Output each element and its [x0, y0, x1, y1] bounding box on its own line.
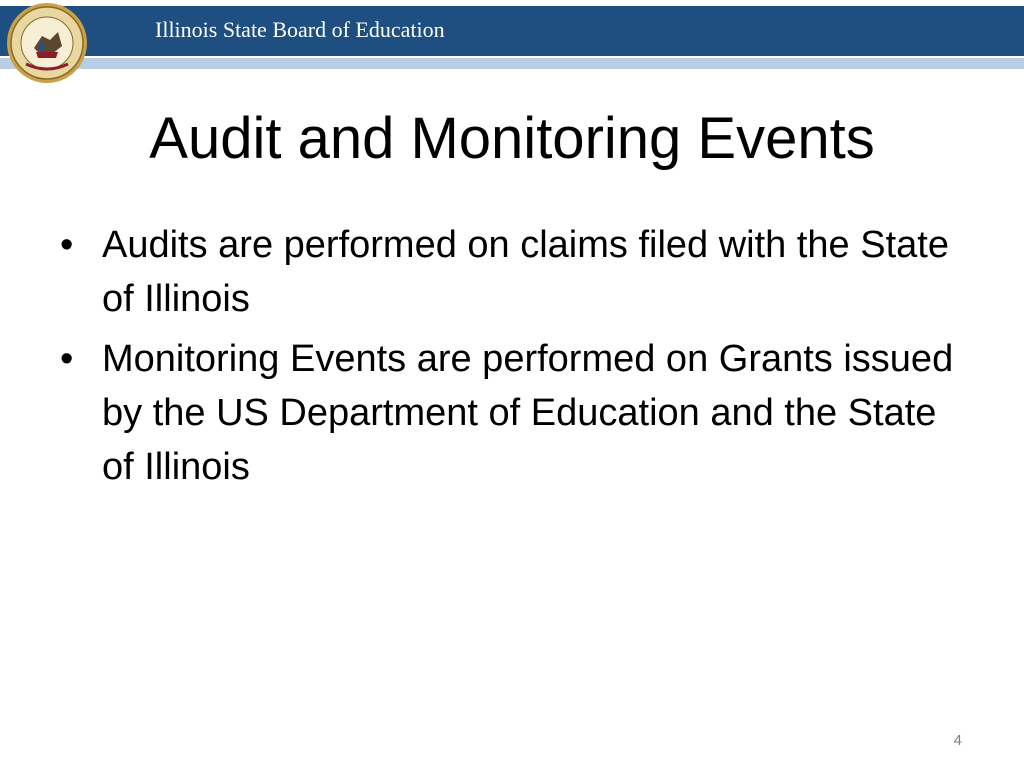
bullet-text: Monitoring Events are performed on Grants issued by the US Department of Education and the State of Illinois — [102, 338, 954, 488]
bullet-text: Audits are performed on claims filed with the State of Illinois — [102, 224, 949, 320]
bullet-icon: • — [60, 224, 74, 266]
bullet-item — [60, 218, 960, 326]
slide-title: Audit and Monitoring Events — [149, 106, 875, 171]
page-number: 4 — [953, 732, 962, 749]
header-organization-title: Illinois State Board of Education — [155, 17, 445, 42]
header-bar — [0, 6, 1024, 56]
bullet-list — [60, 218, 960, 500]
bullet-icon: • — [60, 338, 74, 380]
illinois-state-seal-icon — [6, 2, 88, 84]
header-accent-stripe — [0, 58, 1024, 69]
bullet-item — [60, 332, 960, 494]
